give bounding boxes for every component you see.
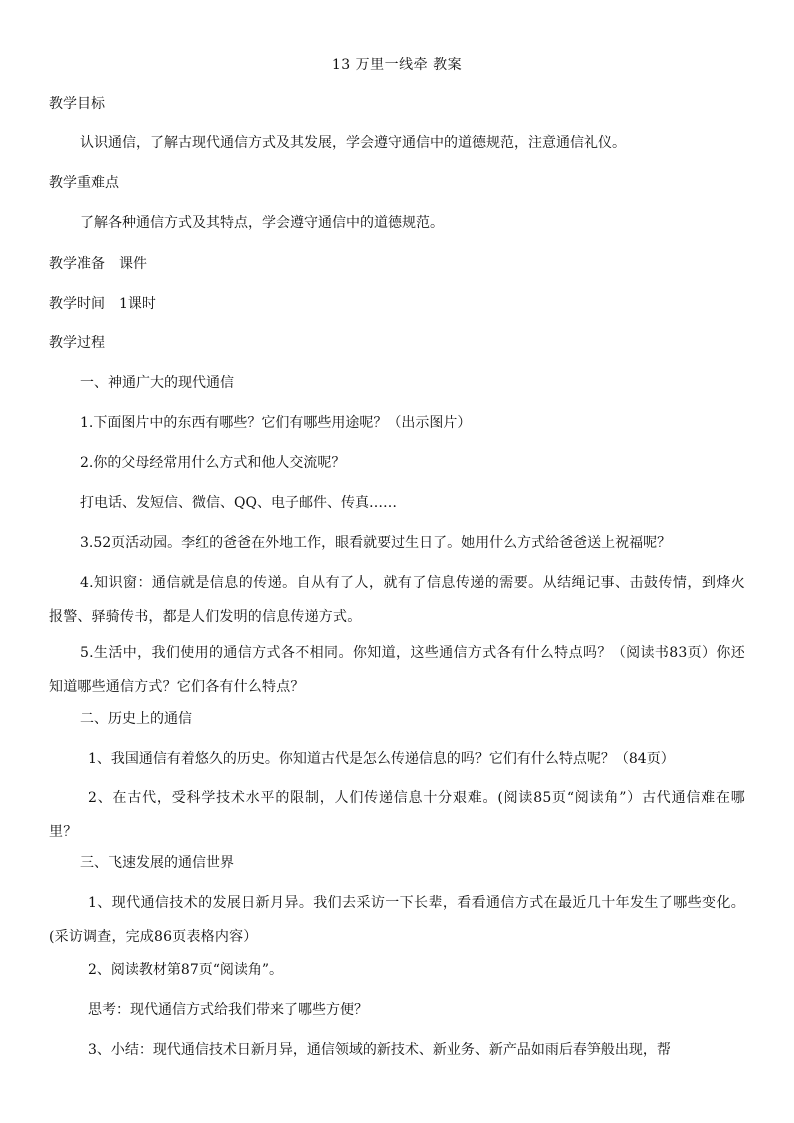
part3-question-2: 2、阅读教材第87页“阅读角”。: [88, 962, 284, 978]
part1-question-2: 2.你的父母经常用什么方式和他人交流呢？: [80, 455, 346, 471]
part1-question-1: 1.下面图片中的东西有哪些？它们有哪些用途呢？（出示图片）: [80, 415, 472, 431]
time-line: 教学时间 1课时: [49, 296, 156, 312]
preparation-line: 教学准备 课件: [49, 256, 147, 272]
key-points-heading: 教学重难点: [49, 175, 119, 191]
part2-question-1: 1、我国通信有着悠久的历史。你知道古代是怎么传递信息的吗？它们有什么特点呢？（84页）: [88, 751, 675, 767]
part1-heading: 一、神通广大的现代通信: [80, 375, 234, 391]
part3-summary: 3、小结：现代通信技术日新月异，通信领域的新技术、新业务、新产品如雨后春笋般出现，帮: [88, 1042, 671, 1058]
key-points-text: 了解各种通信方式及其特点，学会遵守通信中的道德规范。: [80, 215, 444, 231]
part1-question-2-answer: 打电话、发短信、微信、QQ、电子邮件、传真……: [80, 495, 397, 511]
part1-question-3: 3.52页活动园。李红的爸爸在外地工作，眼看就要过生日了。她用什么方式给爸爸送上祝福呢？: [80, 535, 672, 551]
part2-heading: 二、历史上的通信: [80, 711, 192, 727]
goal-text: 认识通信，了解古现代通信方式及其发展，学会遵守通信中的道德规范，注意通信礼仪。: [80, 135, 626, 151]
process-heading: 教学过程: [49, 335, 105, 351]
goal-heading: 教学目标: [49, 96, 105, 112]
document-title: 13 万里一线牵 教案: [331, 57, 463, 73]
part3-think: 思考：现代通信方式给我们带来了哪些方便？: [88, 1002, 368, 1018]
part3-question-1: 1、现代通信技术的发展日新月异。我们去采访一下长辈，看看通信方式在最近几十年发生了哪些变化。(采访调查，完成86页表格内容）: [49, 895, 745, 945]
part2-question-2: 2、在古代，受科学技术水平的限制，人们传递信息十分艰难。(阅读85页“阅读角”）古代通信难在哪里？: [49, 790, 745, 840]
part1-question-4: 4.知识窗：通信就是信息的传递。自从有了人，就有了信息传递的需要。从结绳记事、击鼓传情，到烽火报警、驿骑传书，都是人们发明的信息传递方式。: [49, 575, 745, 625]
part1-question-5: 5.生活中，我们使用的通信方式各不相同。你知道，这些通信方式各有什么特点吗？（阅读书83页）你还知道哪些通信方式？它们各有什么特点？: [49, 645, 745, 695]
part3-heading: 三、飞速发展的通信世界: [80, 855, 234, 871]
